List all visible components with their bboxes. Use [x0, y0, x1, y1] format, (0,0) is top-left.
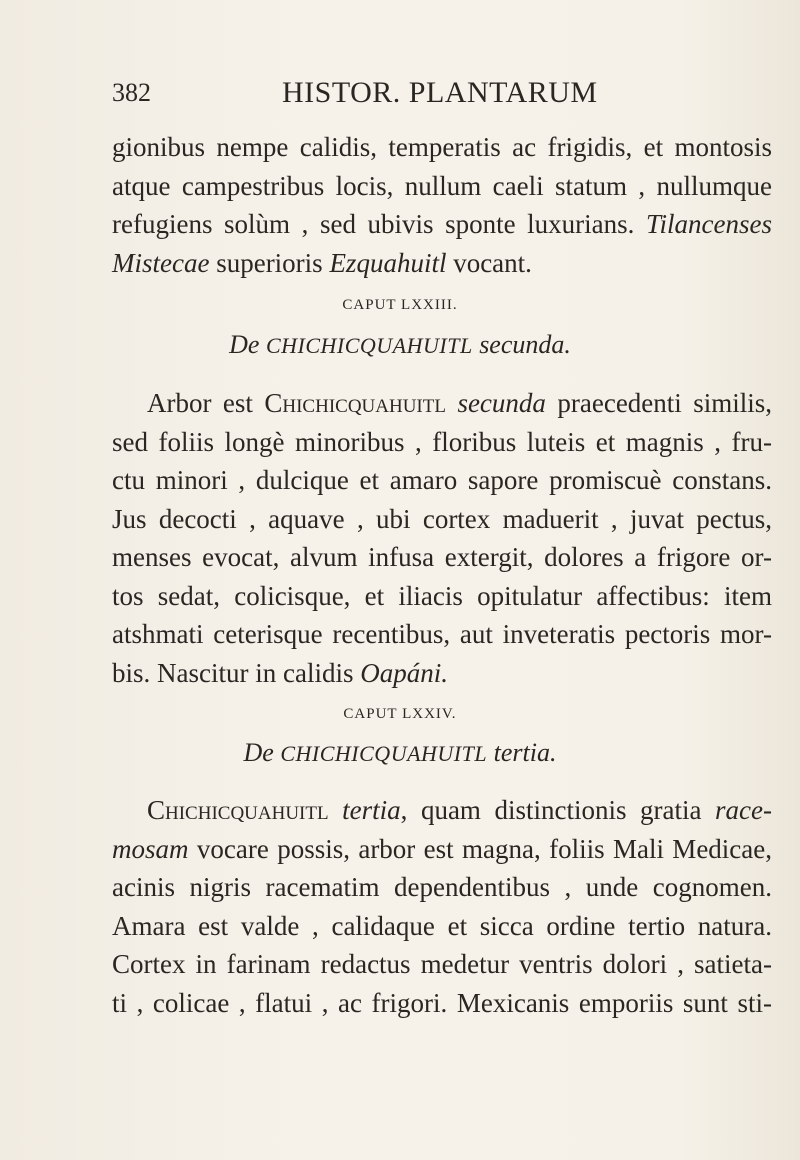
- text-line: [112, 244, 772, 283]
- text-span: praecedenti similis,: [557, 388, 773, 418]
- text-line: Jus decocti , aquave , ubi cortex maduerit , juvat pectus,: [112, 503, 772, 534]
- italic-word: Ezquahuitl: [329, 247, 447, 278]
- text-line: [112, 205, 772, 244]
- text-span: bis. Nascitur in calidis: [112, 657, 354, 688]
- text-span: superioris: [216, 247, 323, 278]
- text-line: menses evocat, alvum infusa extergit, dolores a frigore or-: [112, 542, 772, 572]
- text-line: Amara est valde , calidaque et sicca ordine tertio natura.: [112, 910, 772, 941]
- text-line: acinis nigris racematim dependentibus , unde cognomen.: [112, 872, 772, 902]
- text-line: atshmati ceterisque recentibus, aut inveteratis pectoris mor-: [112, 619, 772, 649]
- text-span: vocare possis, arbor est magna, foliis Mali Medicae,: [196, 833, 773, 864]
- italic-word: Mistecae: [112, 247, 210, 278]
- italic-word: tertia: [342, 795, 401, 825]
- plant-name: Chichicquahuitl: [147, 795, 329, 825]
- intro-paragraph: [112, 128, 772, 282]
- title-de: De: [229, 330, 260, 359]
- text-line: gionibus nempe calidis, temperatis ac frigidis, et montosis: [112, 132, 772, 162]
- text-line: Cortex in farinam redactus medetur ventris dolori , satieta-: [112, 949, 772, 979]
- text-line: [112, 384, 772, 423]
- plant-name: Chichicquahuitl: [264, 388, 446, 418]
- italic-word: race-: [715, 795, 772, 825]
- text-line: [112, 830, 772, 869]
- title-de: De: [243, 738, 274, 767]
- text-line: ctu minori , dulcique et amaro sapore promiscuè constans.: [112, 465, 772, 495]
- text-span: refugiens solùm , sed ubivis sponte luxurians.: [112, 209, 635, 239]
- chapter-heading-74: CAPUT LXXIV.: [343, 706, 457, 722]
- running-title: HISTOR. PLANTARUM: [282, 76, 598, 109]
- chapter-title-74: [0, 738, 800, 768]
- page-number: 382: [112, 78, 151, 107]
- title-plant-name: CHICHICQUAHUITL: [280, 741, 488, 766]
- text-line: ti , colicae , flatui , ac frigori. Mexicanis emporiis sunt sti-: [112, 987, 772, 1018]
- title-ordinal: secunda.: [479, 330, 571, 359]
- text-line: [112, 654, 772, 693]
- chapter-title-73: [0, 330, 800, 360]
- text-span: vocant.: [453, 247, 532, 278]
- chapter-73-paragraph: [112, 384, 772, 692]
- title-ordinal: tertia.: [493, 738, 557, 767]
- italic-word: Tilancenses: [646, 209, 772, 239]
- chapter-74-paragraph: [112, 791, 772, 1022]
- text-line: atque campestribus locis, nullum caeli statum , nullumque: [112, 170, 772, 201]
- page-header: [112, 78, 712, 118]
- italic-word: Oapáni.: [360, 657, 448, 688]
- italic-word: mosam: [112, 833, 189, 864]
- text-line: sed foliis longè minoribus , floribus luteis et magnis , fru-: [112, 426, 772, 457]
- text-span: , quam distinctionis gratia: [400, 795, 702, 825]
- text-line: [112, 791, 772, 830]
- italic-word: secunda: [457, 388, 546, 418]
- title-plant-name: CHICHICQUAHUITL: [265, 333, 473, 358]
- text-line: tos sedat, colicisque, et iliacis opitulatur affectibus: item: [112, 580, 772, 611]
- text-span: Arbor est: [147, 388, 253, 418]
- chapter-heading-73: CAPUT LXXIII.: [342, 297, 458, 313]
